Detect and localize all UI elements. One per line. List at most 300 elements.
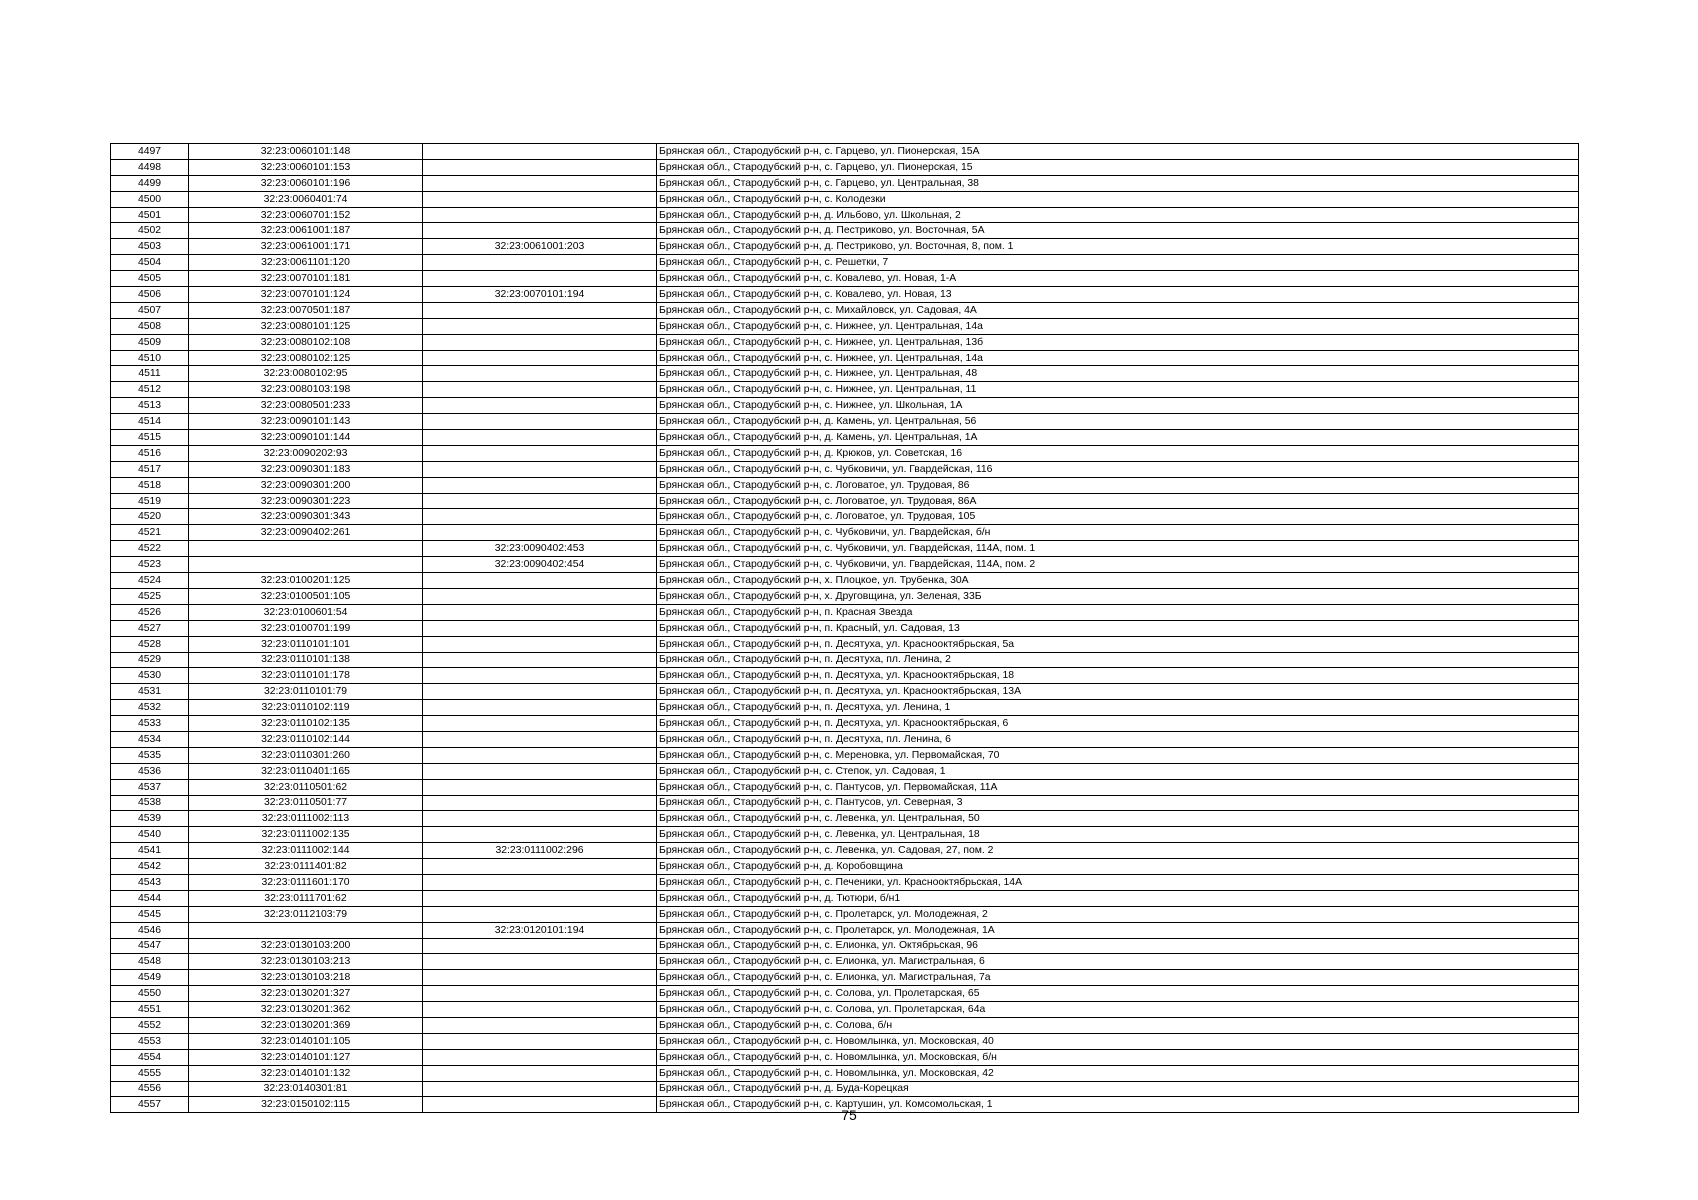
row-number-cell: 4500 xyxy=(111,191,189,207)
cadastral-number-cell: 32:23:0080101:125 xyxy=(189,318,423,334)
cadastral-number-cell: 32:23:0090301:200 xyxy=(189,477,423,493)
address-cell: Брянская обл., Стародубский р-н, с. Решетки, 7 xyxy=(657,255,1579,271)
address-cell: Брянская обл., Стародубский р-н, с. Картушин, ул. Комсомольская, 1 xyxy=(657,1097,1579,1113)
cadastral-number-cell: 32:23:0130103:213 xyxy=(189,954,423,970)
cadastral-number-cell: 32:23:0130103:200 xyxy=(189,938,423,954)
premises-cadastral-number-cell xyxy=(423,461,657,477)
table-row xyxy=(111,302,1579,318)
row-number-cell: 4549 xyxy=(111,970,189,986)
address-cell: Брянская обл., Стародубский р-н, с. Солова, ул. Пролетарская, 65 xyxy=(657,986,1579,1002)
cadastral-number-cell: 32:23:0110102:144 xyxy=(189,731,423,747)
page-number: 75 xyxy=(841,1107,857,1123)
premises-cadastral-number-cell xyxy=(423,747,657,763)
premises-cadastral-number-cell xyxy=(423,890,657,906)
table-row xyxy=(111,1065,1579,1081)
address-cell: Брянская обл., Стародубский р-н, х. Друговщина, ул. Зеленая, 33Б xyxy=(657,588,1579,604)
premises-cadastral-number-cell: 32:23:0090402:453 xyxy=(423,541,657,557)
row-number-cell: 4527 xyxy=(111,620,189,636)
address-cell: Брянская обл., Стародубский р-н, с. Ковалево, ул. Новая, 1-А xyxy=(657,271,1579,287)
cadastral-number-cell: 32:23:0111401:82 xyxy=(189,859,423,875)
address-cell: Брянская обл., Стародубский р-н, с. Чубковичи, ул. Гвардейская, 114А, пом. 1 xyxy=(657,541,1579,557)
cadastral-number-cell: 32:23:0060401:74 xyxy=(189,191,423,207)
row-number-cell: 4516 xyxy=(111,445,189,461)
premises-cadastral-number-cell xyxy=(423,382,657,398)
table-row xyxy=(111,445,1579,461)
premises-cadastral-number-cell xyxy=(423,271,657,287)
table-row xyxy=(111,636,1579,652)
address-cell: Брянская обл., Стародубский р-н, с. Пролетарск, ул. Молодежная, 2 xyxy=(657,906,1579,922)
cadastral-number-cell: 32:23:0110501:62 xyxy=(189,779,423,795)
table-row xyxy=(111,938,1579,954)
address-cell: Брянская обл., Стародубский р-н, с. Новомлынка, ул. Московская, 42 xyxy=(657,1065,1579,1081)
address-cell: Брянская обл., Стародубский р-н, с. Меренoвка, ул. Первомайская, 70 xyxy=(657,747,1579,763)
address-cell: Брянская обл., Стародубский р-н, с. Нижнее, ул. Центральная, 11 xyxy=(657,382,1579,398)
address-cell: Брянская обл., Стародубский р-н, с. Степок, ул. Садовая, 1 xyxy=(657,763,1579,779)
row-number-cell: 4529 xyxy=(111,652,189,668)
table-row xyxy=(111,175,1579,191)
row-number-cell: 4546 xyxy=(111,922,189,938)
address-cell: Брянская обл., Стародубский р-н, с. Нижнее, ул. Центральная, 14а xyxy=(657,318,1579,334)
row-number-cell: 4512 xyxy=(111,382,189,398)
table-row xyxy=(111,461,1579,477)
cadastral-number-cell: 32:23:0140101:132 xyxy=(189,1065,423,1081)
row-number-cell: 4526 xyxy=(111,604,189,620)
premises-cadastral-number-cell xyxy=(423,430,657,446)
cadastral-number-cell: 32:23:0111002:113 xyxy=(189,811,423,827)
row-number-cell: 4511 xyxy=(111,366,189,382)
table-row xyxy=(111,509,1579,525)
cadastral-number-cell: 32:23:0110102:135 xyxy=(189,716,423,732)
row-number-cell: 4503 xyxy=(111,239,189,255)
row-number-cell: 4538 xyxy=(111,795,189,811)
address-cell: Брянская обл., Стародубский р-н, п. Десятуха, ул. Краснооктябрьская, 6 xyxy=(657,716,1579,732)
table-row xyxy=(111,843,1579,859)
row-number-cell: 4502 xyxy=(111,223,189,239)
row-number-cell: 4521 xyxy=(111,525,189,541)
cadastral-number-cell xyxy=(189,541,423,557)
premises-cadastral-number-cell xyxy=(423,684,657,700)
premises-cadastral-number-cell xyxy=(423,604,657,620)
address-cell: Брянская обл., Стародубский р-н, д. Тютюри, б/н1 xyxy=(657,890,1579,906)
cadastral-number-cell: 32:23:0060101:148 xyxy=(189,144,423,160)
cadastral-number-cell: 32:23:0100601:54 xyxy=(189,604,423,620)
premises-cadastral-number-cell xyxy=(423,509,657,525)
register-table-body xyxy=(111,144,1579,1113)
table-row xyxy=(111,414,1579,430)
address-cell: Брянская обл., Стародубский р-н, с. Елионка, ул. Магистральная, 6 xyxy=(657,954,1579,970)
row-number-cell: 4552 xyxy=(111,1017,189,1033)
address-cell: Брянская обл., Стародубский р-н, д. Буда-Корецкая xyxy=(657,1081,1579,1097)
row-number-cell: 4498 xyxy=(111,159,189,175)
row-number-cell: 4528 xyxy=(111,636,189,652)
premises-cadastral-number-cell xyxy=(423,445,657,461)
address-cell: Брянская обл., Стародубский р-н, д. Коробовщина xyxy=(657,859,1579,875)
row-number-cell: 4504 xyxy=(111,255,189,271)
address-cell: Брянская обл., Стародубский р-н, с. Печеники, ул. Краснооктябрьская, 14А xyxy=(657,874,1579,890)
premises-cadastral-number-cell xyxy=(423,588,657,604)
table-row xyxy=(111,223,1579,239)
table-row xyxy=(111,588,1579,604)
cadastral-number-cell: 32:23:0100201:125 xyxy=(189,573,423,589)
premises-cadastral-number-cell xyxy=(423,398,657,414)
table-row xyxy=(111,811,1579,827)
table-row xyxy=(111,287,1579,303)
row-number-cell: 4518 xyxy=(111,477,189,493)
table-row xyxy=(111,906,1579,922)
premises-cadastral-number-cell xyxy=(423,191,657,207)
row-number-cell: 4551 xyxy=(111,1002,189,1018)
cadastral-number-cell: 32:23:0110501:77 xyxy=(189,795,423,811)
table-row xyxy=(111,557,1579,573)
premises-cadastral-number-cell xyxy=(423,795,657,811)
cadastral-number-cell: 32:23:0080102:108 xyxy=(189,334,423,350)
table-row xyxy=(111,731,1579,747)
premises-cadastral-number-cell xyxy=(423,1033,657,1049)
cadastral-number-cell: 32:23:0090202:93 xyxy=(189,445,423,461)
premises-cadastral-number-cell xyxy=(423,573,657,589)
cadastral-number-cell xyxy=(189,557,423,573)
table-row xyxy=(111,668,1579,684)
table-row xyxy=(111,1081,1579,1097)
row-number-cell: 4540 xyxy=(111,827,189,843)
premises-cadastral-number-cell xyxy=(423,1049,657,1065)
row-number-cell: 4523 xyxy=(111,557,189,573)
table-row xyxy=(111,207,1579,223)
address-cell: Брянская обл., Стародубский р-н, с. Чубковичи, ул. Гвардейская, б/н xyxy=(657,525,1579,541)
address-cell: Брянская обл., Стародубский р-н, п. Десятуха, ул. Краснооктябрьская, 5а xyxy=(657,636,1579,652)
premises-cadastral-number-cell xyxy=(423,954,657,970)
premises-cadastral-number-cell xyxy=(423,144,657,160)
premises-cadastral-number-cell xyxy=(423,970,657,986)
cadastral-number-cell: 32:23:0060101:153 xyxy=(189,159,423,175)
cadastral-number-cell: 32:23:0080501:233 xyxy=(189,398,423,414)
premises-cadastral-number-cell: 32:23:0120101:194 xyxy=(423,922,657,938)
address-cell: Брянская обл., Стародубский р-н, п. Десятуха, ул. Ленина, 1 xyxy=(657,700,1579,716)
address-cell: Брянская обл., Стародубский р-н, с. Солова, ул. Пролетарская, 64а xyxy=(657,1002,1579,1018)
row-number-cell: 4543 xyxy=(111,874,189,890)
table-row xyxy=(111,604,1579,620)
row-number-cell: 4517 xyxy=(111,461,189,477)
premises-cadastral-number-cell xyxy=(423,1017,657,1033)
premises-cadastral-number-cell xyxy=(423,1081,657,1097)
row-number-cell: 4515 xyxy=(111,430,189,446)
table-row xyxy=(111,827,1579,843)
cadastral-number-cell: 32:23:0140301:81 xyxy=(189,1081,423,1097)
row-number-cell: 4499 xyxy=(111,175,189,191)
premises-cadastral-number-cell xyxy=(423,938,657,954)
address-cell: Брянская обл., Стародубский р-н, с. Ковалево, ул. Новая, 13 xyxy=(657,287,1579,303)
address-cell: Брянская обл., Стародубский р-н, с. Чубковичи, ул. Гвардейская, 114А, пом. 2 xyxy=(657,557,1579,573)
address-cell: Брянская обл., Стародубский р-н, д. Камень, ул. Центральная, 56 xyxy=(657,414,1579,430)
table-row xyxy=(111,382,1579,398)
row-number-cell: 4550 xyxy=(111,986,189,1002)
table-row xyxy=(111,350,1579,366)
address-cell: Брянская обл., Стародубский р-н, с. Пантусов, ул. Первомайская, 11А xyxy=(657,779,1579,795)
address-cell: Брянская обл., Стародубский р-н, с. Новомлынка, ул. Московская, б/н xyxy=(657,1049,1579,1065)
address-cell: Брянская обл., Стародубский р-н, с. Михайловск, ул. Садовая, 4А xyxy=(657,302,1579,318)
table-row xyxy=(111,922,1579,938)
table-row xyxy=(111,541,1579,557)
address-cell: Брянская обл., Стародубский р-н, д. Камень, ул. Центральная, 1А xyxy=(657,430,1579,446)
premises-cadastral-number-cell: 32:23:0061001:203 xyxy=(423,239,657,255)
address-cell: Брянская обл., Стародубский р-н, с. Гарцево, ул. Центральная, 38 xyxy=(657,175,1579,191)
premises-cadastral-number-cell: 32:23:0111002:296 xyxy=(423,843,657,859)
premises-cadastral-number-cell xyxy=(423,700,657,716)
premises-cadastral-number-cell xyxy=(423,652,657,668)
cadastral-number-cell: 32:23:0150102:115 xyxy=(189,1097,423,1113)
address-cell: Брянская обл., Стародубский р-н, с. Новомлынка, ул. Московская, 40 xyxy=(657,1033,1579,1049)
row-number-cell: 4554 xyxy=(111,1049,189,1065)
cadastral-number-cell: 32:23:0090301:343 xyxy=(189,509,423,525)
cadastral-number-cell xyxy=(189,922,423,938)
cadastral-number-cell: 32:23:0110101:79 xyxy=(189,684,423,700)
address-cell: Брянская обл., Стародубский р-н, с. Логоватое, ул. Трудовая, 105 xyxy=(657,509,1579,525)
address-cell: Брянская обл., Стародубский р-н, с. Чубковичи, ул. Гвардейская, 116 xyxy=(657,461,1579,477)
table-row xyxy=(111,159,1579,175)
cadastral-number-cell: 32:23:0060701:152 xyxy=(189,207,423,223)
table-row xyxy=(111,430,1579,446)
address-cell: Брянская обл., Стародубский р-н, с. Левенка, ул. Центральная, 50 xyxy=(657,811,1579,827)
cadastral-number-cell: 32:23:0110301:260 xyxy=(189,747,423,763)
cadastral-number-cell: 32:23:0090402:261 xyxy=(189,525,423,541)
cadastral-number-cell: 32:23:0070101:181 xyxy=(189,271,423,287)
address-cell: Брянская обл., Стародубский р-н, с. Елионка, ул. Октябрьская, 96 xyxy=(657,938,1579,954)
table-row xyxy=(111,859,1579,875)
address-cell: Брянская обл., Стародубский р-н, с. Левенка, ул. Садовая, 27, пом. 2 xyxy=(657,843,1579,859)
premises-cadastral-number-cell xyxy=(423,159,657,175)
premises-cadastral-number-cell xyxy=(423,620,657,636)
cadastral-number-cell: 32:23:0111002:144 xyxy=(189,843,423,859)
cadastral-number-cell: 32:23:0111601:170 xyxy=(189,874,423,890)
table-row xyxy=(111,477,1579,493)
row-number-cell: 4505 xyxy=(111,271,189,287)
table-row xyxy=(111,700,1579,716)
address-cell: Брянская обл., Стародубский р-н, п. Красная Звезда xyxy=(657,604,1579,620)
premises-cadastral-number-cell xyxy=(423,731,657,747)
row-number-cell: 4522 xyxy=(111,541,189,557)
table-row xyxy=(111,318,1579,334)
cadastral-number-cell: 32:23:0130201:327 xyxy=(189,986,423,1002)
cadastral-number-cell: 32:23:0080102:125 xyxy=(189,350,423,366)
row-number-cell: 4497 xyxy=(111,144,189,160)
cadastral-number-cell: 32:23:0110101:138 xyxy=(189,652,423,668)
row-number-cell: 4545 xyxy=(111,906,189,922)
row-number-cell: 4557 xyxy=(111,1097,189,1113)
address-cell: Брянская обл., Стародубский р-н, п. Десятуха, ул. Краснооктябрьская, 18 xyxy=(657,668,1579,684)
table-row xyxy=(111,271,1579,287)
table-row xyxy=(111,398,1579,414)
cadastral-number-cell: 32:23:0112103:79 xyxy=(189,906,423,922)
premises-cadastral-number-cell xyxy=(423,175,657,191)
cadastral-number-cell: 32:23:0070501:187 xyxy=(189,302,423,318)
row-number-cell: 4533 xyxy=(111,716,189,732)
address-cell: Брянская обл., Стародубский р-н, с. Левенка, ул. Центральная, 18 xyxy=(657,827,1579,843)
table-row xyxy=(111,652,1579,668)
row-number-cell: 4508 xyxy=(111,318,189,334)
row-number-cell: 4524 xyxy=(111,573,189,589)
premises-cadastral-number-cell xyxy=(423,779,657,795)
table-row xyxy=(111,763,1579,779)
cadastral-number-cell: 32:23:0110401:165 xyxy=(189,763,423,779)
cadastral-number-cell: 32:23:0061001:187 xyxy=(189,223,423,239)
premises-cadastral-number-cell xyxy=(423,302,657,318)
address-cell: Брянская обл., Стародубский р-н, с. Логоватое, ул. Трудовая, 86А xyxy=(657,493,1579,509)
cadastral-number-cell: 32:23:0061101:120 xyxy=(189,255,423,271)
cadastral-number-cell: 32:23:0080103:198 xyxy=(189,382,423,398)
row-number-cell: 4501 xyxy=(111,207,189,223)
table-row xyxy=(111,1033,1579,1049)
premises-cadastral-number-cell xyxy=(423,1002,657,1018)
table-row xyxy=(111,255,1579,271)
property-register-table xyxy=(110,143,1579,1113)
cadastral-number-cell: 32:23:0100701:199 xyxy=(189,620,423,636)
cadastral-number-cell: 32:23:0090101:144 xyxy=(189,430,423,446)
premises-cadastral-number-cell xyxy=(423,668,657,684)
table-row xyxy=(111,525,1579,541)
address-cell: Брянская обл., Стародубский р-н, с. Нижнее, ул. Центральная, 14а xyxy=(657,350,1579,366)
premises-cadastral-number-cell xyxy=(423,874,657,890)
address-cell: Брянская обл., Стародубский р-н, д. Пестриково, ул. Восточная, 5А xyxy=(657,223,1579,239)
cadastral-number-cell: 32:23:0140101:127 xyxy=(189,1049,423,1065)
address-cell: Брянская обл., Стародубский р-н, с. Логоватое, ул. Трудовая, 86 xyxy=(657,477,1579,493)
table-row xyxy=(111,366,1579,382)
table-row xyxy=(111,874,1579,890)
cadastral-number-cell: 32:23:0130201:362 xyxy=(189,1002,423,1018)
table-row xyxy=(111,747,1579,763)
cadastral-number-cell: 32:23:0100501:105 xyxy=(189,588,423,604)
premises-cadastral-number-cell: 32:23:0070101:194 xyxy=(423,287,657,303)
address-cell: Брянская обл., Стародубский р-н, с. Пантусов, ул. Северная, 3 xyxy=(657,795,1579,811)
cadastral-number-cell: 32:23:0130103:218 xyxy=(189,970,423,986)
table-row xyxy=(111,795,1579,811)
row-number-cell: 4510 xyxy=(111,350,189,366)
premises-cadastral-number-cell xyxy=(423,350,657,366)
row-number-cell: 4553 xyxy=(111,1033,189,1049)
address-cell: Брянская обл., Стародубский р-н, с. Нижнее, ул. Центральная, 13б xyxy=(657,334,1579,350)
table-row xyxy=(111,493,1579,509)
table-row xyxy=(111,144,1579,160)
table-row xyxy=(111,890,1579,906)
address-cell: Брянская обл., Стародубский р-н, с. Нижнее, ул. Центральная, 48 xyxy=(657,366,1579,382)
row-number-cell: 4514 xyxy=(111,414,189,430)
cadastral-number-cell: 32:23:0140101:105 xyxy=(189,1033,423,1049)
premises-cadastral-number-cell: 32:23:0090402:454 xyxy=(423,557,657,573)
cadastral-number-cell: 32:23:0090301:223 xyxy=(189,493,423,509)
address-cell: Брянская обл., Стародубский р-н, д. Ильбово, ул. Школьная, 2 xyxy=(657,207,1579,223)
row-number-cell: 4535 xyxy=(111,747,189,763)
address-cell: Брянская обл., Стародубский р-н, п. Десятуха, ул. Краснооктябрьская, 13А xyxy=(657,684,1579,700)
premises-cadastral-number-cell xyxy=(423,207,657,223)
premises-cadastral-number-cell xyxy=(423,906,657,922)
row-number-cell: 4534 xyxy=(111,731,189,747)
table-row xyxy=(111,1049,1579,1065)
address-cell: Брянская обл., Стародубский р-н, д. Крюков, ул. Советская, 16 xyxy=(657,445,1579,461)
cadastral-number-cell: 32:23:0110101:178 xyxy=(189,668,423,684)
table-row xyxy=(111,573,1579,589)
table-row xyxy=(111,239,1579,255)
cadastral-number-cell: 32:23:0130201:369 xyxy=(189,1017,423,1033)
premises-cadastral-number-cell xyxy=(423,223,657,239)
address-cell: Брянская обл., Стародубский р-н, с. Гарцево, ул. Пионерская, 15А xyxy=(657,144,1579,160)
cadastral-number-cell: 32:23:0090301:183 xyxy=(189,461,423,477)
premises-cadastral-number-cell xyxy=(423,763,657,779)
cadastral-number-cell: 32:23:0110101:101 xyxy=(189,636,423,652)
premises-cadastral-number-cell xyxy=(423,859,657,875)
premises-cadastral-number-cell xyxy=(423,255,657,271)
premises-cadastral-number-cell xyxy=(423,525,657,541)
premises-cadastral-number-cell xyxy=(423,334,657,350)
row-number-cell: 4536 xyxy=(111,763,189,779)
cadastral-number-cell: 32:23:0111701:62 xyxy=(189,890,423,906)
premises-cadastral-number-cell xyxy=(423,636,657,652)
table-row xyxy=(111,716,1579,732)
table-row xyxy=(111,1017,1579,1033)
cadastral-number-cell: 32:23:0070101:124 xyxy=(189,287,423,303)
row-number-cell: 4519 xyxy=(111,493,189,509)
address-cell: Брянская обл., Стародубский р-н, с. Пролетарск, ул. Молодежная, 1А xyxy=(657,922,1579,938)
address-cell: Брянская обл., Стародубский р-н, д. Пестриково, ул. Восточная, 8, пом. 1 xyxy=(657,239,1579,255)
table-row xyxy=(111,1002,1579,1018)
row-number-cell: 4548 xyxy=(111,954,189,970)
row-number-cell: 4507 xyxy=(111,302,189,318)
cadastral-number-cell: 32:23:0111002:135 xyxy=(189,827,423,843)
row-number-cell: 4525 xyxy=(111,588,189,604)
table-row xyxy=(111,954,1579,970)
row-number-cell: 4555 xyxy=(111,1065,189,1081)
row-number-cell: 4513 xyxy=(111,398,189,414)
premises-cadastral-number-cell xyxy=(423,318,657,334)
premises-cadastral-number-cell xyxy=(423,414,657,430)
row-number-cell: 4544 xyxy=(111,890,189,906)
address-cell: Брянская обл., Стародубский р-н, с. Елионка, ул. Магистральная, 7а xyxy=(657,970,1579,986)
premises-cadastral-number-cell xyxy=(423,366,657,382)
row-number-cell: 4537 xyxy=(111,779,189,795)
address-cell: Брянская обл., Стародубский р-н, п. Красный, ул. Садовая, 13 xyxy=(657,620,1579,636)
row-number-cell: 4532 xyxy=(111,700,189,716)
cadastral-number-cell: 32:23:0110102:119 xyxy=(189,700,423,716)
premises-cadastral-number-cell xyxy=(423,716,657,732)
table-row xyxy=(111,191,1579,207)
row-number-cell: 4506 xyxy=(111,287,189,303)
table-row xyxy=(111,620,1579,636)
premises-cadastral-number-cell xyxy=(423,493,657,509)
row-number-cell: 4530 xyxy=(111,668,189,684)
cadastral-number-cell: 32:23:0060101:196 xyxy=(189,175,423,191)
table-row xyxy=(111,986,1579,1002)
premises-cadastral-number-cell xyxy=(423,811,657,827)
row-number-cell: 4541 xyxy=(111,843,189,859)
cadastral-number-cell: 32:23:0061001:171 xyxy=(189,239,423,255)
premises-cadastral-number-cell xyxy=(423,477,657,493)
row-number-cell: 4556 xyxy=(111,1081,189,1097)
address-cell: Брянская обл., Стародубский р-н, с. Нижнее, ул. Школьная, 1А xyxy=(657,398,1579,414)
cadastral-number-cell: 32:23:0090101:143 xyxy=(189,414,423,430)
address-cell: Брянская обл., Стародубский р-н, х. Плоцкое, ул. Трубенка, 30А xyxy=(657,573,1579,589)
address-cell: Брянская обл., Стародубский р-н, п. Десятуха, пл. Ленина, 6 xyxy=(657,731,1579,747)
address-cell: Брянская обл., Стародубский р-н, п. Десятуха, пл. Ленина, 2 xyxy=(657,652,1579,668)
table-row xyxy=(111,970,1579,986)
table-row xyxy=(111,779,1579,795)
row-number-cell: 4547 xyxy=(111,938,189,954)
address-cell: Брянская обл., Стародубский р-н, с. Колодезки xyxy=(657,191,1579,207)
address-cell: Брянская обл., Стародубский р-н, с. Гарцево, ул. Пионерская, 15 xyxy=(657,159,1579,175)
row-number-cell: 4509 xyxy=(111,334,189,350)
premises-cadastral-number-cell xyxy=(423,986,657,1002)
cadastral-number-cell: 32:23:0080102:95 xyxy=(189,366,423,382)
table-row xyxy=(111,334,1579,350)
premises-cadastral-number-cell xyxy=(423,1065,657,1081)
premises-cadastral-number-cell xyxy=(423,827,657,843)
